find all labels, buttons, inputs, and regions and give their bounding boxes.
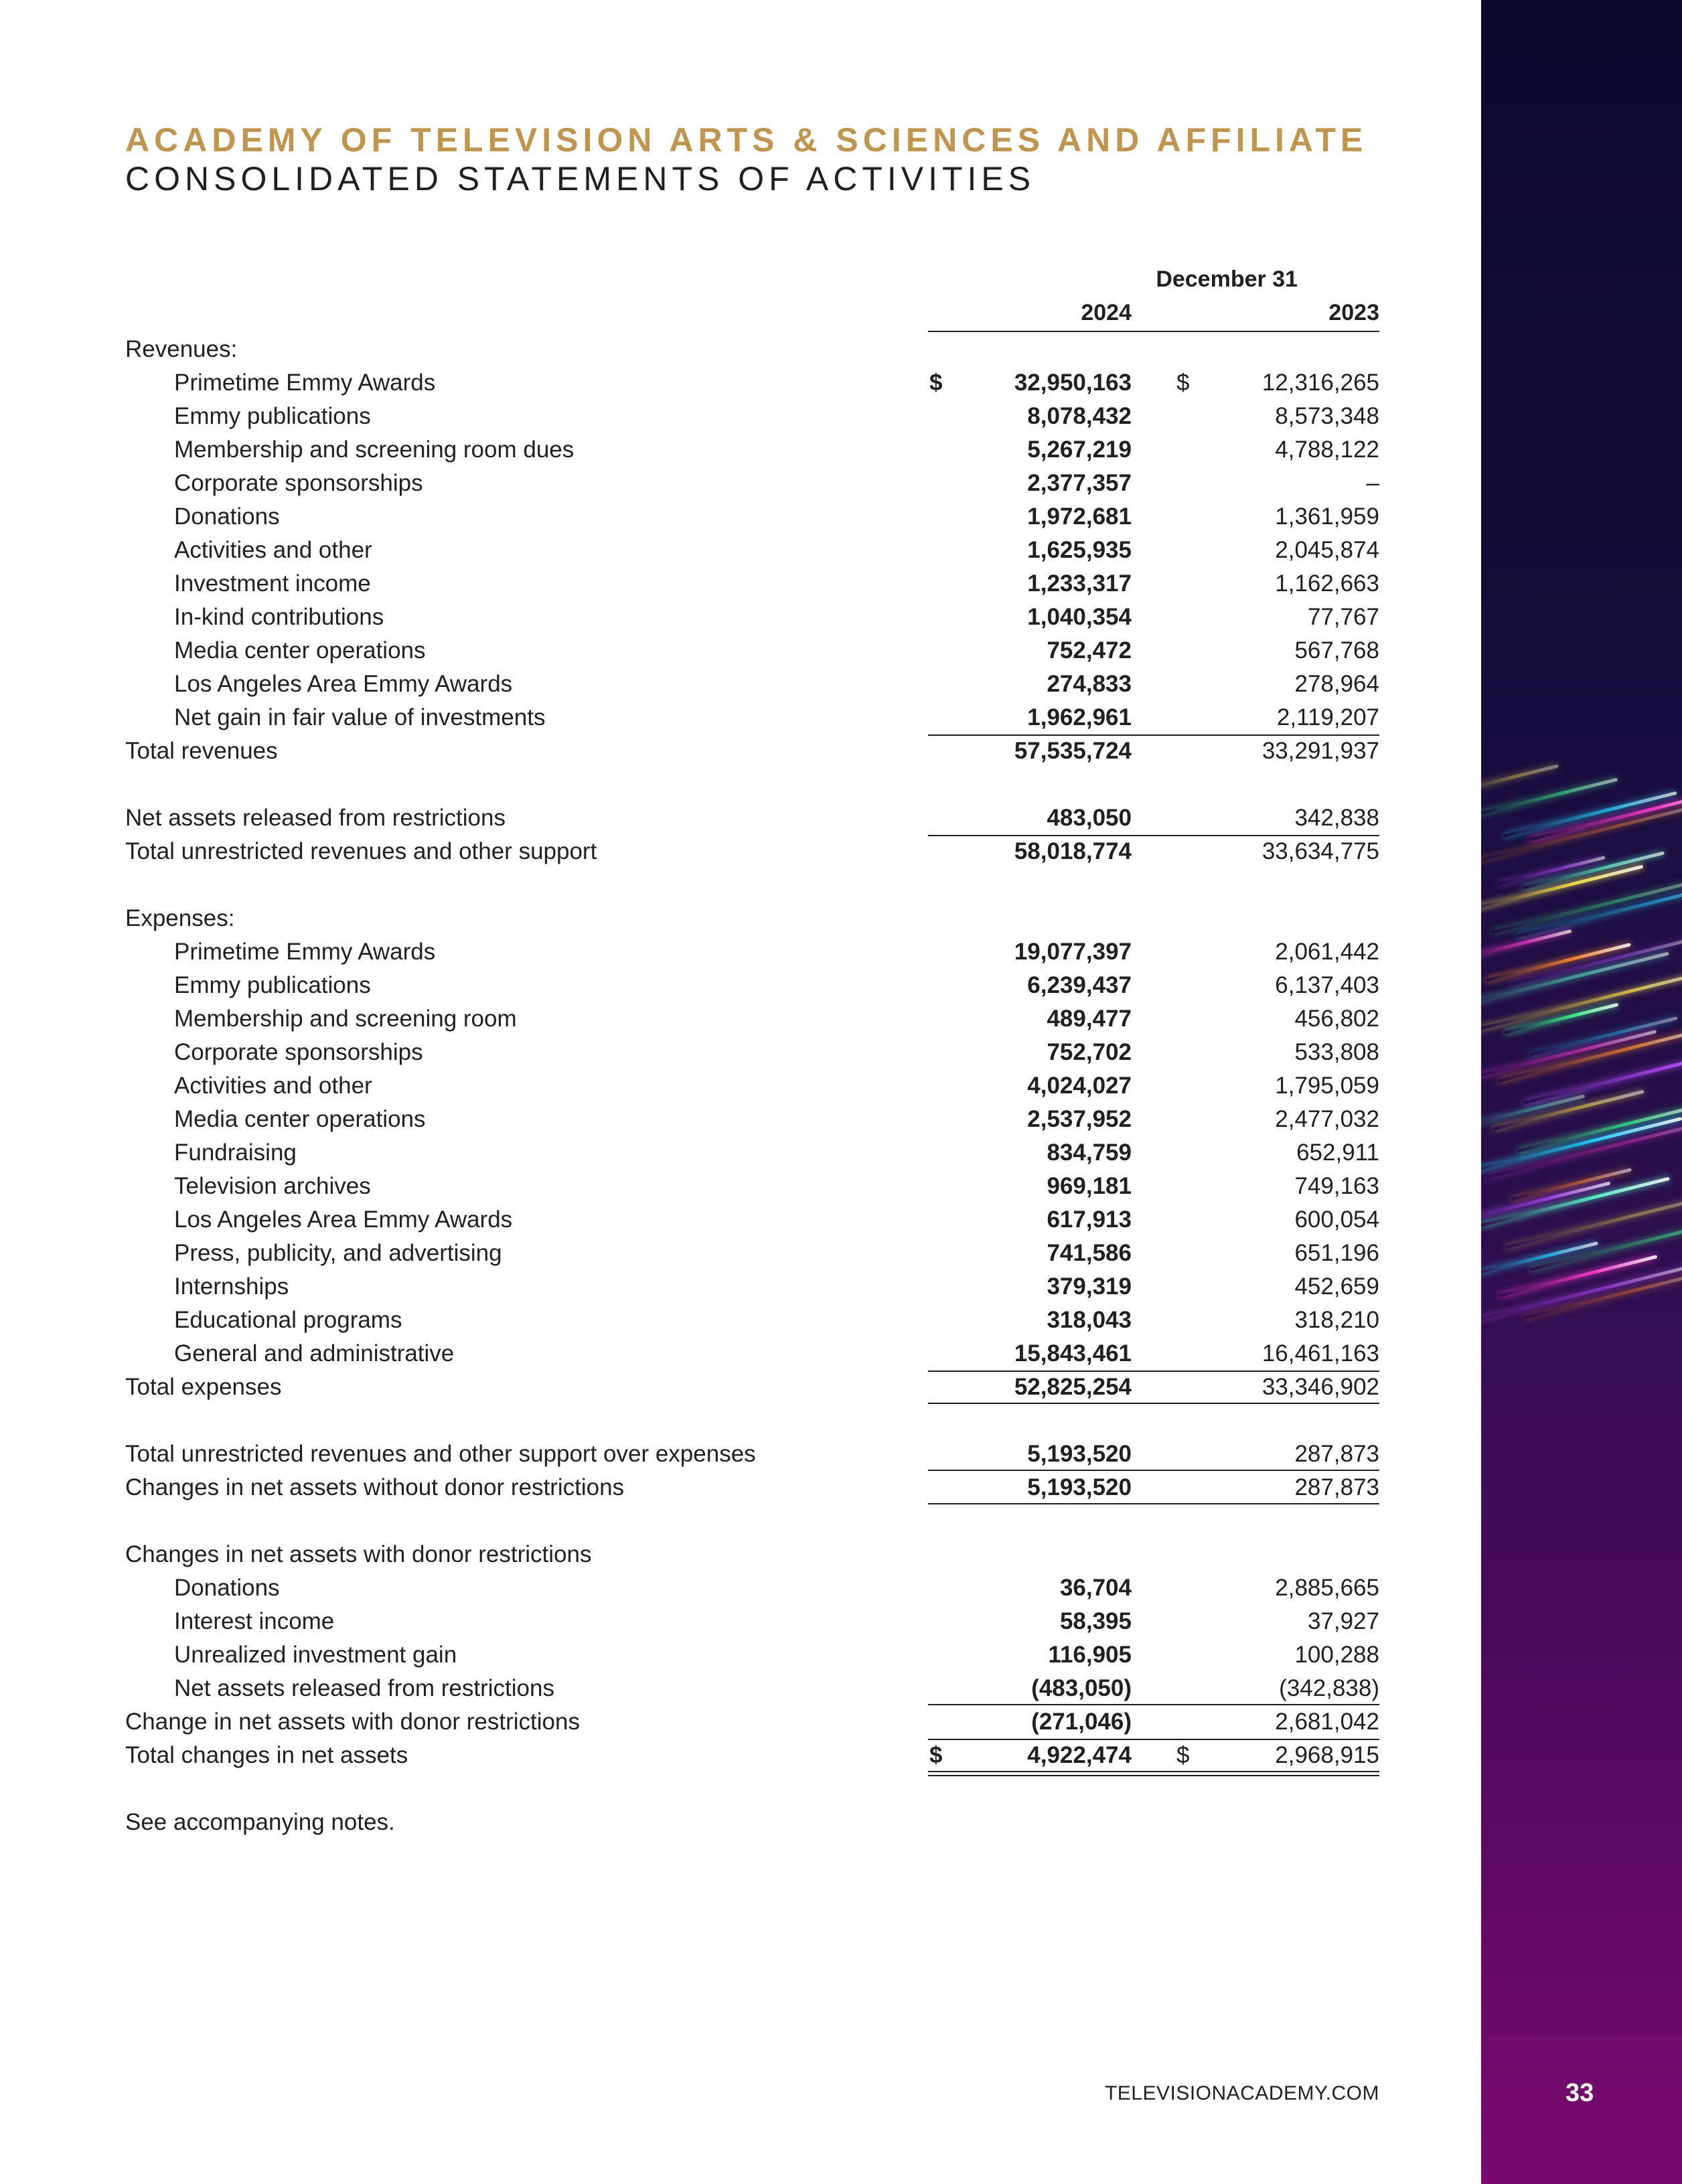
value-2023: 12,316,265 bbox=[1262, 370, 1379, 396]
value-2023: 77,767 bbox=[1307, 604, 1379, 630]
table-row bbox=[0, 935, 1473, 969]
value-2024: 752,702 bbox=[1047, 1039, 1132, 1065]
light-streak bbox=[1481, 1181, 1611, 1223]
row-label: Corporate sponsorships bbox=[174, 1039, 423, 1065]
row-label: Emmy publications bbox=[174, 972, 371, 998]
underline-rule bbox=[928, 1739, 1379, 1740]
row-label: Revenues: bbox=[125, 336, 238, 362]
section-header-row bbox=[0, 902, 1473, 935]
value-2024: 5,267,219 bbox=[1027, 437, 1132, 463]
value-2024: 36,704 bbox=[1059, 1575, 1132, 1601]
column-header-2024: 2024 bbox=[1081, 300, 1132, 325]
underline-rule bbox=[928, 734, 1379, 736]
total-row bbox=[0, 1437, 1473, 1471]
row-label: Investment income bbox=[174, 570, 371, 597]
row-label: Media center operations bbox=[174, 637, 426, 664]
row-label: Total unrestricted revenues and other support bbox=[125, 838, 597, 864]
row-label: Change in net assets with donor restrictions bbox=[125, 1709, 580, 1735]
value-2024: 8,078,432 bbox=[1027, 403, 1132, 429]
light-streak bbox=[1505, 1190, 1682, 1249]
value-2024: 58,018,774 bbox=[1014, 838, 1132, 864]
value-2024: 52,825,254 bbox=[1014, 1374, 1132, 1400]
table-row bbox=[0, 1638, 1473, 1672]
value-2023: 2,885,665 bbox=[1275, 1575, 1379, 1601]
row-label: Activities and other bbox=[174, 537, 372, 563]
value-2024: 617,913 bbox=[1047, 1206, 1132, 1233]
row-label: Net assets released from restrictions bbox=[125, 805, 506, 831]
value-2024: 379,319 bbox=[1047, 1273, 1132, 1300]
value-2023: 8,573,348 bbox=[1275, 403, 1379, 429]
currency-symbol-2024: $ bbox=[929, 1742, 943, 1768]
row-label: Educational programs bbox=[174, 1307, 402, 1333]
value-2024: 318,043 bbox=[1047, 1307, 1132, 1333]
value-2024: 58,395 bbox=[1059, 1608, 1132, 1634]
value-2023: 287,873 bbox=[1294, 1441, 1379, 1467]
spacer-row bbox=[0, 868, 1473, 902]
organization-title: ACADEMY OF TELEVISION ARTS & SCIENCES AND AFFILIATE bbox=[125, 121, 1368, 159]
row-label: Changes in net assets with donor restrictions bbox=[125, 1541, 592, 1567]
value-2024: 116,905 bbox=[1048, 1642, 1132, 1668]
row-label: Net gain in fair value of investments bbox=[174, 704, 546, 730]
row-label: Interest income bbox=[174, 1608, 335, 1634]
row-label: Activities and other bbox=[174, 1073, 372, 1099]
row-label: Emmy publications bbox=[174, 403, 371, 429]
period-label: December 31 bbox=[1156, 266, 1298, 292]
row-label: Total expenses bbox=[125, 1374, 282, 1400]
value-2023: 2,681,042 bbox=[1275, 1709, 1379, 1735]
total-row bbox=[0, 1739, 1473, 1772]
row-label: Fundraising bbox=[174, 1140, 297, 1166]
row-label: Donations bbox=[174, 1575, 280, 1601]
row-label: Net assets released from restrictions bbox=[174, 1675, 554, 1701]
table-row bbox=[0, 1136, 1473, 1170]
row-label: Total changes in net assets bbox=[125, 1742, 408, 1768]
value-2023: 33,291,937 bbox=[1262, 738, 1379, 764]
value-2024: 969,181 bbox=[1047, 1173, 1132, 1199]
table-row bbox=[0, 500, 1473, 534]
total-row bbox=[0, 835, 1473, 868]
column-header-2023: 2023 bbox=[1328, 300, 1379, 325]
value-2023: 318,210 bbox=[1294, 1307, 1379, 1333]
table-row bbox=[0, 534, 1473, 567]
row-label: Total unrestricted revenues and other support over expenses bbox=[125, 1441, 756, 1467]
row-label: Primetime Emmy Awards bbox=[174, 939, 436, 965]
spacer-row bbox=[0, 1404, 1473, 1437]
value-2023: 2,477,032 bbox=[1275, 1106, 1379, 1132]
total-row bbox=[0, 1705, 1473, 1739]
page-number: 33 bbox=[1565, 2079, 1594, 2107]
value-2023: 2,045,874 bbox=[1275, 537, 1379, 563]
light-streak bbox=[1498, 1025, 1682, 1083]
value-2024: (483,050) bbox=[1031, 1675, 1132, 1701]
value-2023: 33,346,902 bbox=[1262, 1374, 1379, 1400]
row-label: Changes in net assets without donor restrictions bbox=[125, 1474, 625, 1500]
table-row bbox=[0, 400, 1473, 433]
value-2023: – bbox=[1366, 470, 1379, 496]
value-2023: 600,054 bbox=[1294, 1206, 1379, 1233]
light-streak bbox=[1481, 764, 1559, 793]
value-2024: 5,193,520 bbox=[1027, 1441, 1132, 1467]
value-2023: 1,361,959 bbox=[1275, 503, 1379, 530]
table-row bbox=[0, 1036, 1473, 1069]
row-label: Los Angeles Area Emmy Awards bbox=[174, 671, 513, 697]
value-2024: 1,233,317 bbox=[1027, 570, 1132, 597]
light-streak bbox=[1517, 1103, 1682, 1153]
value-2024: 57,535,724 bbox=[1014, 738, 1132, 764]
value-2024: 19,077,397 bbox=[1014, 939, 1132, 965]
row-label: In-kind contributions bbox=[174, 604, 384, 630]
currency-symbol-2023: $ bbox=[1176, 1742, 1190, 1768]
table-row bbox=[0, 1069, 1473, 1103]
row-label: Internships bbox=[174, 1273, 289, 1300]
value-2024: 6,239,437 bbox=[1027, 972, 1132, 998]
value-2023: 287,873 bbox=[1294, 1474, 1379, 1500]
value-2023: 749,163 bbox=[1294, 1173, 1379, 1199]
value-2023: 342,838 bbox=[1294, 805, 1379, 831]
table-row bbox=[0, 1103, 1473, 1136]
total-row bbox=[0, 1371, 1473, 1404]
section-header-row bbox=[0, 333, 1473, 366]
light-streak bbox=[1510, 938, 1682, 986]
table-row bbox=[0, 1605, 1473, 1638]
table-row bbox=[0, 567, 1473, 601]
value-2023: 1,162,663 bbox=[1275, 570, 1379, 597]
table-row bbox=[0, 1571, 1473, 1605]
row-label: Expenses: bbox=[125, 905, 235, 931]
value-2024: 1,972,681 bbox=[1027, 503, 1132, 530]
table-row bbox=[0, 1337, 1473, 1371]
row-label: Los Angeles Area Emmy Awards bbox=[174, 1206, 513, 1233]
total-row bbox=[0, 801, 1473, 835]
value-2024: 1,962,961 bbox=[1027, 704, 1132, 730]
underline-rule bbox=[928, 835, 1379, 836]
value-2024: 4,024,027 bbox=[1027, 1073, 1132, 1099]
value-2023: 2,061,442 bbox=[1275, 939, 1379, 965]
footer-website: TELEVISIONACADEMY.COM bbox=[1104, 2082, 1379, 2104]
value-2024: 32,950,163 bbox=[1014, 370, 1132, 396]
statement-title: CONSOLIDATED STATEMENTS OF ACTIVITIES bbox=[125, 160, 1036, 198]
table-row bbox=[0, 1270, 1473, 1304]
table-row bbox=[0, 467, 1473, 500]
value-2023: 6,137,403 bbox=[1275, 972, 1379, 998]
value-2023: 456,802 bbox=[1294, 1006, 1379, 1032]
value-2024: 274,833 bbox=[1047, 671, 1132, 697]
row-label: Membership and screening room dues bbox=[174, 437, 575, 463]
light-streak bbox=[1511, 1168, 1632, 1201]
value-2023: 652,911 bbox=[1296, 1140, 1379, 1166]
value-2023: 1,795,059 bbox=[1275, 1073, 1379, 1099]
table-row bbox=[0, 1203, 1473, 1237]
value-2023: 567,768 bbox=[1294, 637, 1379, 664]
row-label: Media center operations bbox=[174, 1106, 426, 1132]
value-2023: 278,964 bbox=[1294, 671, 1379, 697]
value-2023: 2,119,207 bbox=[1276, 704, 1379, 730]
value-2024: (271,046) bbox=[1031, 1709, 1132, 1735]
spacer-row bbox=[0, 1504, 1473, 1538]
value-2023: 4,788,122 bbox=[1275, 437, 1379, 463]
value-2024: 741,586 bbox=[1047, 1240, 1132, 1266]
row-label: Membership and screening room bbox=[174, 1006, 517, 1032]
value-2024: 489,477 bbox=[1047, 1006, 1132, 1032]
row-label: Corporate sponsorships bbox=[174, 470, 423, 496]
table-row bbox=[0, 1672, 1473, 1705]
row-label: Television archives bbox=[174, 1173, 371, 1199]
value-2023: 452,659 bbox=[1294, 1273, 1379, 1300]
table-row bbox=[0, 701, 1473, 734]
value-2024: 2,537,952 bbox=[1027, 1106, 1132, 1132]
light-streak bbox=[1481, 951, 1669, 1008]
row-label: Press, publicity, and advertising bbox=[174, 1240, 502, 1266]
table-row bbox=[0, 1170, 1473, 1203]
value-2024: 15,843,461 bbox=[1014, 1340, 1132, 1367]
table-row bbox=[0, 366, 1473, 400]
statement-table bbox=[0, 333, 1473, 1839]
light-streak bbox=[1485, 943, 1631, 982]
table-row bbox=[0, 668, 1473, 701]
value-2024: 483,050 bbox=[1047, 805, 1132, 831]
total-row bbox=[0, 734, 1473, 768]
value-2023: 533,808 bbox=[1294, 1039, 1379, 1065]
section-header-row bbox=[0, 1538, 1473, 1571]
value-2023: 33,634,775 bbox=[1262, 838, 1379, 864]
row-label: Unrealized investment gain bbox=[174, 1642, 457, 1668]
value-2023: (342,838) bbox=[1279, 1675, 1379, 1701]
value-2023: 100,288 bbox=[1294, 1642, 1379, 1668]
value-2024: 5,193,520 bbox=[1027, 1474, 1132, 1500]
table-row bbox=[0, 1304, 1473, 1337]
row-label: Donations bbox=[174, 503, 280, 530]
value-2023: 37,927 bbox=[1307, 1608, 1379, 1634]
header-rule bbox=[928, 331, 1379, 332]
decorative-light-streaks-panel bbox=[1481, 0, 1682, 2184]
spacer-row bbox=[0, 768, 1473, 801]
table-row bbox=[0, 433, 1473, 467]
light-streak bbox=[1481, 1030, 1657, 1079]
currency-symbol-2024: $ bbox=[929, 370, 943, 396]
value-2024: 1,625,935 bbox=[1027, 537, 1132, 563]
currency-symbol-2023: $ bbox=[1176, 370, 1190, 396]
total-row bbox=[0, 1471, 1473, 1504]
table-row bbox=[0, 1002, 1473, 1036]
note-row bbox=[0, 1806, 1473, 1839]
period-header bbox=[1071, 266, 1379, 293]
value-2023: 2,968,915 bbox=[1275, 1742, 1379, 1768]
table-row bbox=[0, 1237, 1473, 1270]
light-streak bbox=[1481, 778, 1618, 815]
light-streak bbox=[1491, 878, 1682, 934]
table-row bbox=[0, 969, 1473, 1002]
underline-rule bbox=[928, 1371, 1379, 1372]
value-2023: 16,461,163 bbox=[1262, 1340, 1379, 1367]
value-2024: 2,377,357 bbox=[1027, 470, 1132, 496]
value-2023: 651,196 bbox=[1294, 1240, 1379, 1266]
value-2024: 752,472 bbox=[1047, 637, 1132, 664]
value-2024: 4,922,474 bbox=[1027, 1742, 1132, 1768]
spacer-row bbox=[0, 1772, 1473, 1806]
row-label: Primetime Emmy Awards bbox=[174, 370, 436, 396]
value-2024: 1,040,354 bbox=[1027, 604, 1132, 630]
light-streak bbox=[1481, 865, 1644, 912]
table-row bbox=[0, 634, 1473, 668]
row-label: Total revenues bbox=[125, 738, 278, 764]
table-row bbox=[0, 601, 1473, 634]
row-label: See accompanying notes. bbox=[125, 1809, 395, 1835]
value-2024: 834,759 bbox=[1047, 1140, 1132, 1166]
row-label: General and administrative bbox=[174, 1340, 455, 1367]
